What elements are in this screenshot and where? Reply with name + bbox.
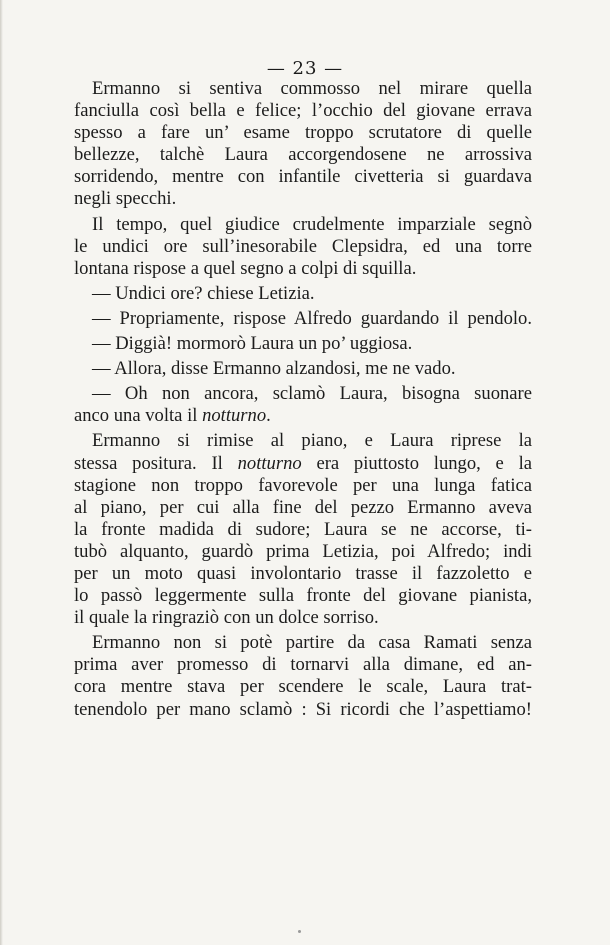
italic-word: notturno xyxy=(237,452,302,474)
paragraph xyxy=(74,214,532,280)
text-line: al piano, per cui alla fine del pezzo Ermanno aveva xyxy=(74,496,532,518)
text-line: le undici ore sull’inesorabile Clepsidra, ed una torre xyxy=(74,235,532,257)
text-line: Ermanno si rimise al piano, e Laura riprese la xyxy=(92,430,532,452)
text-line: — Diggià! mormorò Laura un po’ uggiosa. xyxy=(92,333,413,355)
text-line: stessa positura. Il notturno era piuttosto lungo, e la xyxy=(74,452,532,474)
text-line: — Propriamente, rispose Alfredo guardando il pendolo. xyxy=(92,307,532,329)
paragraph xyxy=(74,430,532,629)
text-line: lontana rispose a quel segno a colpi di squilla. xyxy=(74,257,417,279)
text-line: per un moto quasi involontario trasse il fazzoletto e xyxy=(74,562,532,584)
text-line: spesso a fare un’ esame troppo scrutatore di quelle xyxy=(74,122,532,144)
text-line: bellezze, talchè Laura accorgendosene ne arrossiva xyxy=(74,144,532,166)
text-line: fanciulla così bella e felice; l’occhio del giovane errava xyxy=(74,100,532,122)
text-line: — Allora, disse Ermanno alzandosi, me ne vado. xyxy=(92,358,456,380)
text-line: tenendolo per mano sclamò : Si ricordi che l’aspettiamo! xyxy=(74,698,532,720)
italic-word: notturno xyxy=(202,405,267,427)
dialogue-line xyxy=(74,308,532,330)
text-line: prima aver promesso di tornarvi alla dimane, ed an- xyxy=(74,654,532,676)
page-speck xyxy=(298,930,301,933)
text-line: sorridendo, mentre con infantile civetteria si guardava xyxy=(74,166,532,188)
text-line: cora mentre stava per scendere le scale, Laura trat- xyxy=(74,676,532,698)
page-number: — 23 — xyxy=(266,58,344,79)
margin-mark xyxy=(2,470,12,500)
text-line: lo passò leggermente sulla fronte del giovane pianista, xyxy=(74,585,532,607)
text-line: tubò alquanto, guardò prima Letizia, poi Alfredo; indi xyxy=(74,540,532,562)
dialogue-line xyxy=(74,383,532,427)
paragraph xyxy=(74,632,532,720)
text-line: negli specchi. xyxy=(74,188,177,210)
text-line: la fronte madida di sudore; Laura se ne accorse, ti- xyxy=(74,518,532,540)
text-line: il quale la ringraziò con un dolce sorriso. xyxy=(74,607,379,629)
paragraph xyxy=(74,78,532,211)
text-line: Ermanno non si potè partire da casa Ramati senza xyxy=(92,632,532,654)
text-line: anco una volta il notturno. xyxy=(74,405,271,427)
dialogue-line xyxy=(74,333,532,355)
text-line: — Oh non ancora, sclamò Laura, bisogna suonare xyxy=(92,383,532,405)
text-line: Ermanno si sentiva commosso nel mirare quella xyxy=(92,78,532,99)
text-line: stagione non troppo favorevole per una lunga fatica xyxy=(74,474,532,496)
text-line: — Undici ore? chiese Letizia. xyxy=(92,282,315,304)
text-line: Il tempo, quel giudice crudelmente imparziale segnò xyxy=(92,213,532,235)
dialogue-line xyxy=(74,358,532,380)
dialogue-line xyxy=(74,283,532,305)
body-text xyxy=(74,78,532,721)
